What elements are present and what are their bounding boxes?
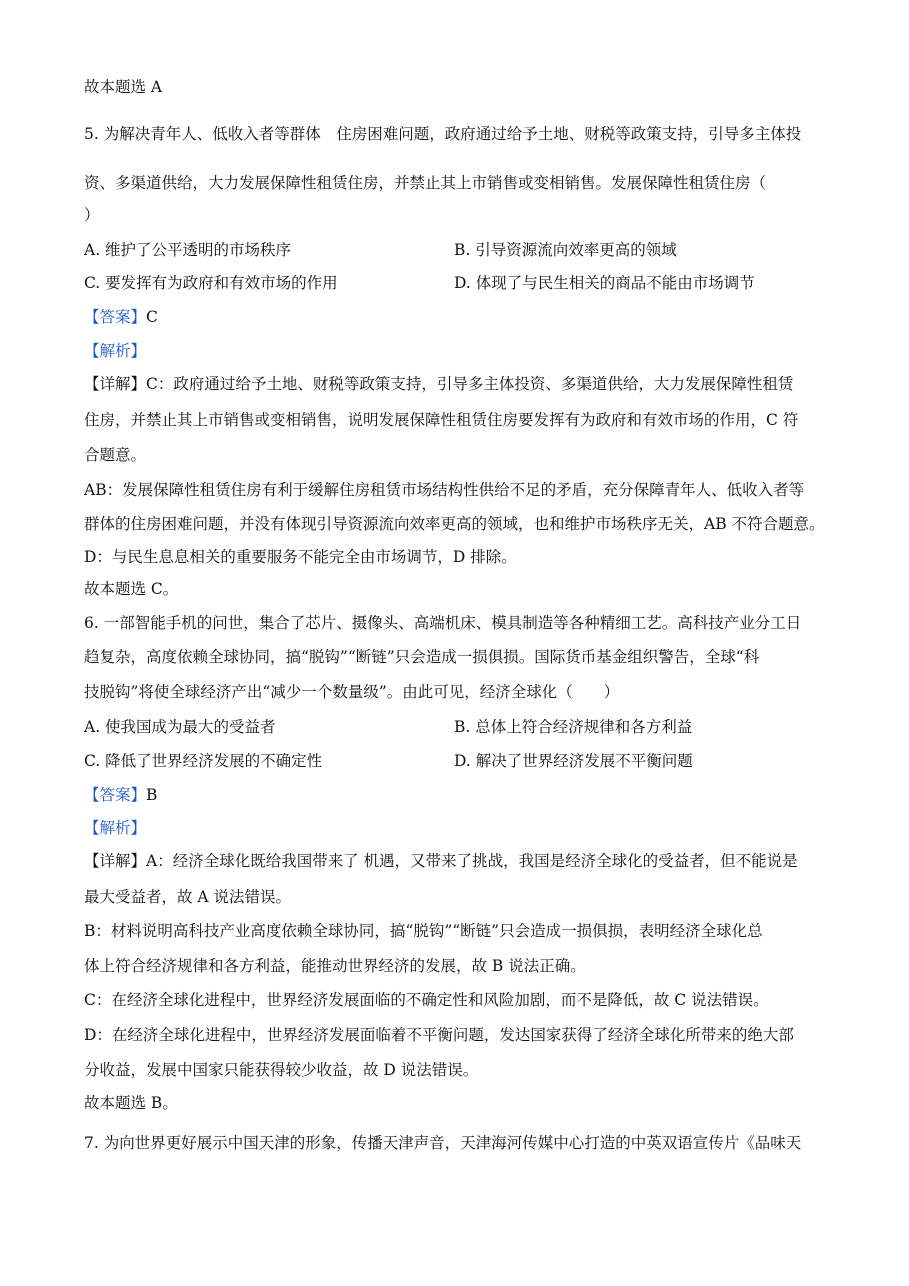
- q5-detail-line-6: D：与民生息息相关的重要服务不能完全由市场调节，D 排除。: [84, 548, 517, 566]
- q5-detail-line-1: 【详解】C：政府通过给予土地、财税等政策支持，引导多主体投资、多渠道供给，大力发展保障性租赁: [84, 375, 794, 393]
- q5-option-a: A. 维护了公平透明的市场秩序: [84, 241, 292, 259]
- q6-stem-line-2: 趋复杂，高度依赖全球协同，搞“脱钩”“断链”只会造成一损俱损。国际货币基金组织警告，全球“科: [84, 648, 760, 666]
- q5-detail-line-2: 住房，并禁止其上市销售或变相销售，说明发展保障性租赁住房要发挥有为政府和有效市场的作用，C 符: [84, 411, 799, 429]
- q5-analysis-tag: 【解析】: [84, 342, 147, 360]
- q5-detail-line-4: AB：发展保障性租赁住房有利于缓解住房租赁市场结构性供给不足的矛盾，充分保障青年人、低收入者等: [84, 481, 805, 499]
- answer-value: C: [146, 308, 158, 326]
- q5-stem-line-1: 5. 为解决青年人、低收入者等群体 住房困难问题，政府通过给予土地、财税等政策支持，引导多主体投: [84, 125, 802, 143]
- q5-stem-line-3: ）: [84, 206, 100, 224]
- q6-detail-line-4: 体上符合经济规律和各方利益，能推动世界经济的发展，故 B 说法正确。: [84, 957, 586, 975]
- q6-stem-line-1: 6. 一部智能手机的问世，集合了芯片、摄像头、高端机床、模具制造等各种精细工艺。高科技产业分工日: [84, 614, 802, 632]
- q6-detail-line-7: 分收益，发展中国家只能获得较少收益，故 D 说法错误。: [84, 1061, 479, 1079]
- q6-analysis-tag: 【解析】: [84, 819, 147, 837]
- q5-detail-line-3: 合题意。: [84, 446, 147, 464]
- q5-option-c: C. 要发挥有为政府和有效市场的作用: [84, 274, 338, 292]
- q6-detail-line-3: B：材料说明高科技产业高度依赖全球协同，搞“脱钩”“断链”只会造成一损俱损，表明经济全球化总: [84, 922, 763, 940]
- q5-stem-line-2: 资、多渠道供给，大力发展保障性租赁住房，并禁止其上市销售或变相销售。发展保障性租赁住房（: [84, 174, 767, 192]
- detail-tag: 【详解】: [84, 852, 147, 870]
- q5-option-d: D. 体现了与民生相关的商品不能由市场调节: [454, 274, 755, 292]
- q6-stem-line-3: 技脱钩”将使全球经济产出“减少一个数量级”。由此可见，经济全球化（ ）: [84, 683, 620, 701]
- q5-conclusion: 故本题选 C。: [84, 580, 179, 598]
- q6-option-c: C. 降低了世界经济发展的不确定性: [84, 752, 323, 770]
- q5-detail-line-5: 群体的住房困难问题，并没有体现引导资源流向效率更高的领域，也和维护市场秩序无关，AB 不符合题意。: [84, 515, 825, 533]
- q6-option-d: D. 解决了世界经济发展不平衡问题: [454, 752, 693, 770]
- conclusion-prev: 故本题选 A: [84, 78, 163, 96]
- answer-value: B: [146, 786, 158, 804]
- q6-option-a: A. 使我国成为最大的受益者: [84, 718, 276, 736]
- answer-tag: 【答案】: [84, 308, 147, 326]
- detail-tag: 【详解】: [84, 375, 147, 393]
- answer-tag: 【答案】: [84, 786, 147, 804]
- q6-answer: [84, 785, 157, 805]
- q6-detail-line-5: C：在经济全球化进程中，世界经济发展面临的不确定性和风险加剧，而不是降低，故 C 说法错误。: [84, 991, 769, 1009]
- q6-detail-line-1: 【详解】A：经济全球化既给我国带来了 机遇，又带来了挑战，我国是经济全球化的受益者，但不能说是: [84, 852, 798, 870]
- q5-answer: [84, 307, 158, 327]
- q7-stem-line-1: 7. 为向世界更好展示中国天津的形象，传播天津声音，天津海河传媒中心打造的中英双语宣传片《品味天: [84, 1134, 802, 1152]
- q6-conclusion: 故本题选 B。: [84, 1094, 178, 1112]
- q6-detail-line-6: D：在经济全球化进程中，世界经济发展面临着不平衡问题，发达国家获得了经济全球化所带来的绝大部: [84, 1026, 794, 1044]
- q6-detail-line-2: 最大受益者，故 A 说法错误。: [84, 888, 292, 906]
- q5-option-b: B. 引导资源流向效率更高的领域: [454, 241, 677, 259]
- q6-option-b: B. 总体上符合经济规律和各方利益: [454, 718, 693, 736]
